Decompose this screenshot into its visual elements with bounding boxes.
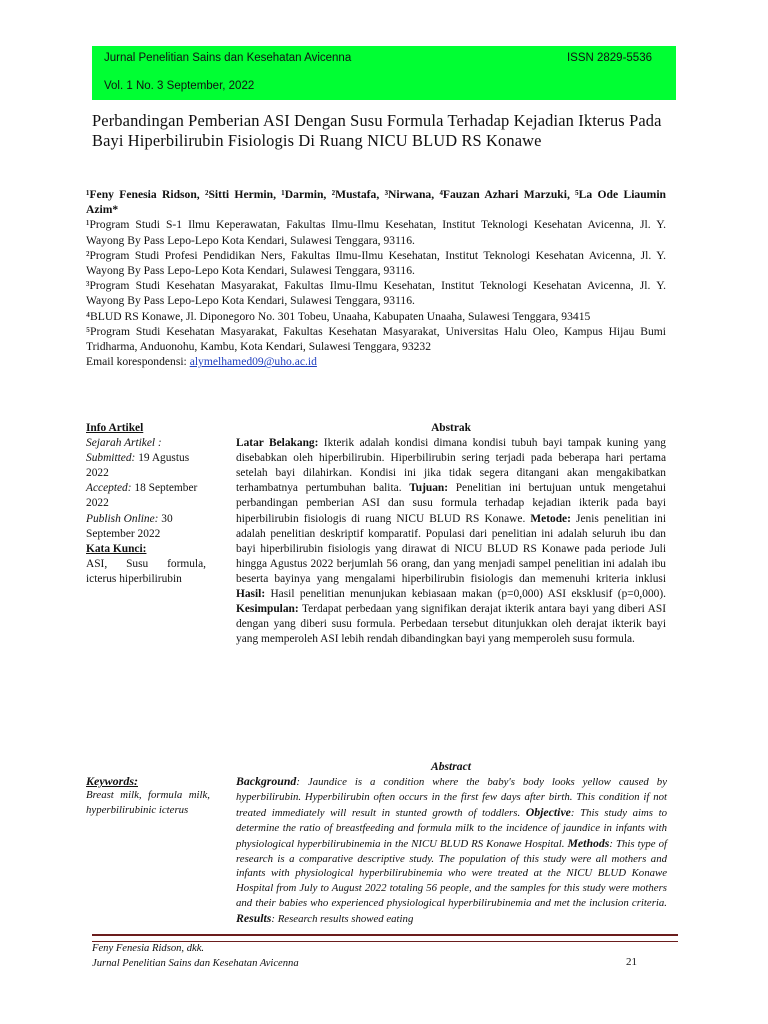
abstrak-objective-label: Tujuan:	[409, 482, 449, 495]
accepted-date	[86, 481, 206, 511]
abstrak-body	[236, 436, 666, 647]
abstrak-heading: Abstrak	[431, 422, 471, 434]
article-info	[86, 421, 206, 587]
footer-author: Feny Fenesia Ridson, dkk.	[92, 943, 205, 954]
abstrak-method-label: Metode:	[530, 512, 571, 525]
abstrak-result-label: Hasil:	[236, 588, 266, 601]
keywords-en	[86, 774, 210, 817]
abstrak-section	[236, 421, 666, 647]
abstract-heading: Abstract	[431, 760, 471, 773]
article-history-label: Sejarah Artikel :	[86, 437, 162, 450]
keywords-id: ASI, Susu formula, icterus hiperbilirubin	[86, 557, 206, 585]
abstrak-background-text: Ikterik adalah kondisi dimana kondisi tubuh bayi tampak kuning yang disebabkan oleh hiperbilirubin. Hiperbilirubin sering terjadi pada beberapa hari pertama setelah bayi dilahirkan. Kondisi ini jika tidak segera ditangani akan mengakibatkan terhambatnya pertumbuhan balita.	[236, 437, 666, 495]
journal-name: Jurnal Penelitian Sains dan Kesehatan Avicenna	[104, 52, 352, 64]
keywords-heading-en: Keywords:	[86, 774, 138, 788]
affiliation-4: ⁴BLUD RS Konawe, Jl. Diponegoro No. 301 Tobeu, Unaaha, Kabupaten Unaaha, Sulawesi Tenggara, 93415	[86, 309, 591, 323]
article-title: Perbandingan Pemberian ASI Dengan Susu Formula Terhadap Kejadian Ikterus Pada Bayi Hiperbilirubin Fisiologis Di Ruang NICU BLUD RS Konawe	[92, 111, 662, 150]
affiliation-5: ⁵Program Studi Kesehatan Masyarakat, Fakultas Kesehatan Masyarakat, Universitas Halu Oleo, Kampus Hijau Bumi Tridharma, Anduonohu, Kambu, Kota Kendari, Sulawesi Tenggara, 93232	[86, 324, 666, 354]
footer-journal: Jurnal Penelitian Sains dan Kesehatan Avicenna	[92, 958, 299, 969]
page-number: 21	[626, 956, 637, 968]
journal-header-bar	[92, 46, 676, 100]
accepted-label: Accepted:	[86, 482, 132, 495]
abstrak-method-text: Jenis penelitian ini adalah penelitian deskriptif komparatif. Populasi dari penelitian ini adalah seluruh ibu dan bayi hiperbilirubin fisiologis yang dirawat di NICU BLUD RS Konawe pada periode Juli hingga Agustus 2022 berjumlah 56 orang, dan yang menjadi sampel penelitian ini adalah ibu beserta bayinya yang mengalami hiperbilirubin fisiologis dan memenuhi kriteria inklusi	[236, 512, 666, 585]
affiliation-3: ³Program Studi Kesehatan Masyarakat, Fakultas Ilmu-Ilmu Kesehatan, Institut Teknologi Kesehatan Avicenna, Jl. Y. Wayong By Pass Lepo-Lepo Kota Kendari, Sulawesi Tenggara, 93116.	[86, 279, 666, 308]
keywords-heading-id: Kata Kunci:	[86, 542, 147, 555]
authors-block	[86, 187, 666, 369]
published-label: Publish Online:	[86, 512, 159, 525]
abstrak-conclusion-text: Terdapat perbedaan yang signifikan derajat ikterik antara bayi yang diberi ASI dengan yang diberi susu formula. Perbedaan tersebut ditunjukkan oleh derajat ikterik bayi yang memperoleh ASI lebih rendah dibandingkan bayi yang memperoleh susu formula.	[236, 603, 666, 646]
issn-number: ISSN 2829-5536	[566, 52, 652, 64]
author-list: ¹Feny Fenesia Ridson, ²Sitti Hermin, ¹Darmin, ²Mustafa, ³Nirwana, ⁴Fauzan Azhari Marzuki, ⁵La Ode Liaumin Azim*	[86, 188, 666, 217]
page-footer	[92, 941, 644, 971]
abstract-objective-label: Objective	[525, 804, 571, 819]
abstract-result-label: Results	[236, 911, 272, 926]
email-link[interactable]: alymelhamed09@uho.ac.id	[189, 355, 317, 369]
submitted-date	[86, 451, 206, 481]
abstrak-result-text: Hasil penelitian menunjukan kebiasaan makan (p=0,000) ASI eksklusif (p=0,000).	[265, 588, 666, 601]
affiliation-1: ¹Program Studi S-1 Ilmu Keperawatan, Fakultas Ilmu-Ilmu Kesehatan, Institut Teknologi Kesehatan Avicenna, Jl. Y. Wayong By Pass Lepo-Lepo Kota Kendari, Sulawesi Tenggara, 93116.	[86, 218, 666, 247]
correspondence-email	[86, 354, 666, 369]
abstrak-background-label: Latar Belakang:	[236, 437, 319, 450]
email-label: Email korespondensi:	[86, 355, 190, 369]
accepted-value: 18 September 2022	[86, 482, 198, 510]
abstract-en-body	[236, 774, 667, 927]
abstract-objective-text: : This study aims to determine the ratio of breastfeeding and formula milk to the incidence of jaundice in infants with physiological hyperbilirubinemia in the NICU BLUD RS Konawe Hospital.	[236, 806, 667, 850]
abstract-background-text: : Jaundice is a condition where the baby's body looks yellow caused by hyperbilirubin. Hyperbilirubin often occurs in the first few days after birth. This condition if not treated immediately will result in stunted growth of toddlers.	[236, 776, 667, 819]
published-date	[86, 512, 206, 542]
abstrak-conclusion-label: Kesimpulan:	[236, 603, 299, 616]
abstrak-objective-text: Penelitian ini bertujuan untuk mengetahui perbandingan pemberian ASI dan susu formula terhadap kejadian ikterik pada bayi hiperbilirubin fisiologis di ruang NICU BLUD RS Konawe.	[236, 482, 666, 525]
published-value: 30 September 2022	[86, 512, 173, 540]
affiliation-2: ²Program Studi Profesi Pendidikan Ners, Fakultas Ilmu-Ilmu Kesehatan, Institut Teknologi Kesehatan Avicenna, Jl. Y. Wayong By Pass Lepo-Lepo Kota Kendari, Sulawesi Tenggara, 93116.	[86, 248, 666, 278]
abstract-method-text: : This type of research is a comparative descriptive study. The population of this study were all mothers and infants with physiological hyperbilirubinemia who were treated at the NICU BLUD Konawe Hospital from July to August 2022 totaling 56 people, and the samples for this study were mothers and their babies who experienced physiological hyperbilirubinemia and met the inclusion criteria.	[236, 837, 667, 910]
submitted-value: 19 Agustus 2022	[86, 452, 190, 480]
abstract-method-label: Methods	[567, 835, 610, 850]
volume-info: Vol. 1 No. 3 September, 2022	[104, 80, 255, 92]
article-info-heading: Info Artikel	[86, 422, 144, 434]
submitted-label: Submitted:	[86, 452, 136, 465]
keywords-en-list: Breast milk, formula milk, hyperbilirubinic icterus	[86, 789, 210, 816]
abstract-result-text: : Research results showed eating	[271, 913, 414, 926]
abstract-background-label: Background	[236, 774, 297, 788]
